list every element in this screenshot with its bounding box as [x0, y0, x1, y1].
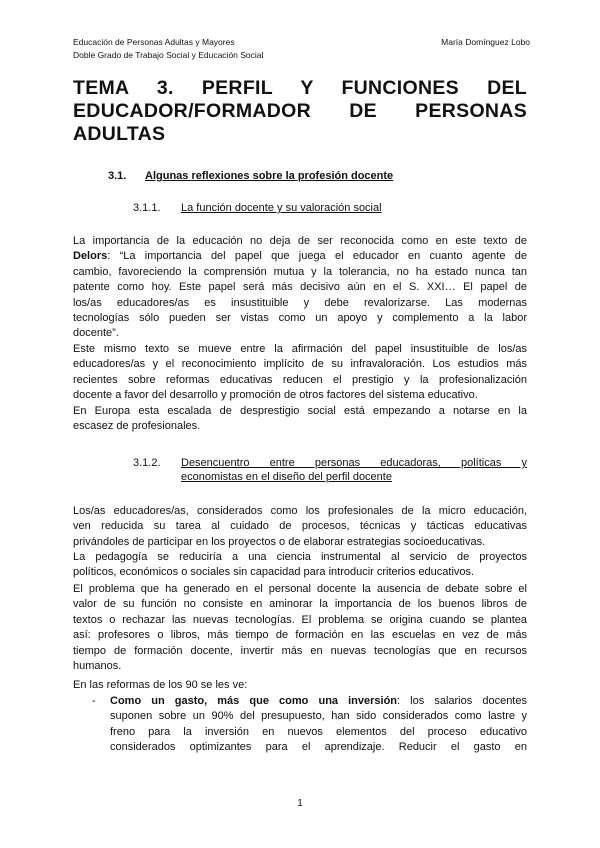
page-number: 1 [297, 798, 303, 809]
text-line: ven reducida su tarea al cuidado de procesos, técnicas y tácticas educativas [73, 520, 527, 533]
list-item [92, 694, 527, 756]
text-line: suponen sobre un 90% del presupuesto, han sido considerados como lastre y [110, 710, 527, 723]
paragraph [73, 550, 527, 581]
subsection-number: 3.1.2. [133, 457, 161, 469]
text-line [73, 249, 527, 264]
text-line: docente”. [73, 327, 119, 340]
text-line: El problema que ha generado en el personal docente la ausencia de debate sobre el [73, 583, 527, 595]
list-item-text [110, 694, 527, 756]
text-line: escasez de profesionales. [73, 420, 201, 433]
bullet-dash: - [92, 695, 96, 707]
section-heading-3-1 [108, 170, 393, 182]
text-line [110, 694, 527, 709]
section-title: Algunas reflexiones sobre la profesión docente [145, 170, 394, 182]
author-name: Delors [73, 250, 108, 263]
text-line: cambio, favoreciendo la comprensión mutua y la tolerancia, no ha estado nunca tan [73, 265, 527, 278]
subsection-title [181, 456, 527, 484]
text-line: docente a favor del desarrollo y promoción de otros factores del sistema educativo. [73, 389, 478, 402]
section-number: 3.1. [108, 170, 127, 182]
text-line: tiempo de formación docente, invertir más en nuevas tecnologías que en recursos [73, 644, 527, 657]
subsection-heading-3-1-2 [133, 456, 527, 484]
subsection-heading-3-1-1 [133, 202, 382, 214]
paragraph [73, 504, 527, 550]
header-degree: Doble Grado de Trabajo Social y Educación Social [73, 50, 264, 60]
page-title [73, 77, 527, 146]
paragraph [73, 342, 527, 404]
paragraph [73, 234, 527, 342]
text-line: En las reformas de los 90 se les ve: [73, 679, 248, 691]
text-line: tecnologías sólo pueden ser vistas como un apoyo y complemento a la labor [73, 312, 527, 325]
text-fragment: : los salarios docentes [397, 695, 527, 707]
text-line: Desencuentro entre personas educadoras, políticas y [181, 457, 527, 469]
text-line: considerados optimizantes para el aprendizaje. Reducir el gasto en [110, 741, 527, 754]
page-header [73, 36, 530, 62]
text-fragment: : “La importancia del papel que juega el educador en cuanto agente de [107, 250, 527, 263]
header-course-title: Educación de Personas Adultas y Mayores [73, 37, 235, 47]
subsection-number: 3.1.1. [133, 202, 161, 214]
paragraph [73, 582, 527, 674]
text-line: Este mismo texto se mueve entre la afirmación del papel insustituible de los/as [73, 343, 527, 355]
text-line: economistas en el diseño del perfil docente [181, 471, 392, 483]
text-line: políticos, económicos o sociales sin capacidad para introducir criterios educativos. [73, 566, 475, 579]
text-line: freno para la inversión en nuevos elementos del proceso educativo [110, 725, 527, 738]
text-line: Los/as educadores/as, considerados como los profesionales de la micro educación, [73, 505, 527, 517]
text-line: La pedagogía se reduciría a una ciencia instrumental al servicio de proyectos [73, 551, 527, 563]
text-line: valor de su función no consiste en aminorar la importancia de los buenos libros de [73, 598, 527, 611]
title-line: TEMA 3. PERFIL Y FUNCIONES DEL [73, 77, 527, 99]
text-line: así: profesores o libros, más tiempo de formación en las escuelas en vez de más [73, 629, 527, 642]
text-line: textos o rechazar las nuevas tecnologías. El problema se origina cuando se plantea [73, 613, 527, 626]
text-line: recientes sobre reformas educativas reducen el prestigio y la profesionalización [73, 373, 527, 386]
bold-lead: Como un gasto, más que como una inversión [110, 695, 398, 707]
title-line: EDUCADOR/FORMADOR DE PERSONAS [73, 100, 527, 122]
header-author: María Domínguez Lobo [441, 37, 530, 47]
title-line: ADULTAS [73, 123, 166, 145]
text-line: patente como hoy. Este papel será más decisivo aún en el S. XXI… El papel de [73, 281, 527, 294]
paragraph [73, 404, 527, 435]
text-line: En Europa esta escalada de desprestigio social está empezando a notarse en la [73, 405, 527, 417]
text-line: educadores/as y el reconocimiento implícito de su infravaloración. Los estudios más [73, 358, 527, 371]
text-line: La importancia de la educación no deja de ser reconocida como en este texto de [73, 235, 527, 247]
text-line: los/as educadores/as es insustituible y debe revalorizarse. Las modernas [73, 296, 527, 309]
text-line: humanos. [73, 660, 122, 673]
text-line: privándoles de participar en los proyectos o de elaborar estrategias socioeducativas. [73, 535, 486, 548]
paragraph [73, 678, 527, 693]
subsection-title: La función docente y su valoración social [181, 202, 382, 214]
